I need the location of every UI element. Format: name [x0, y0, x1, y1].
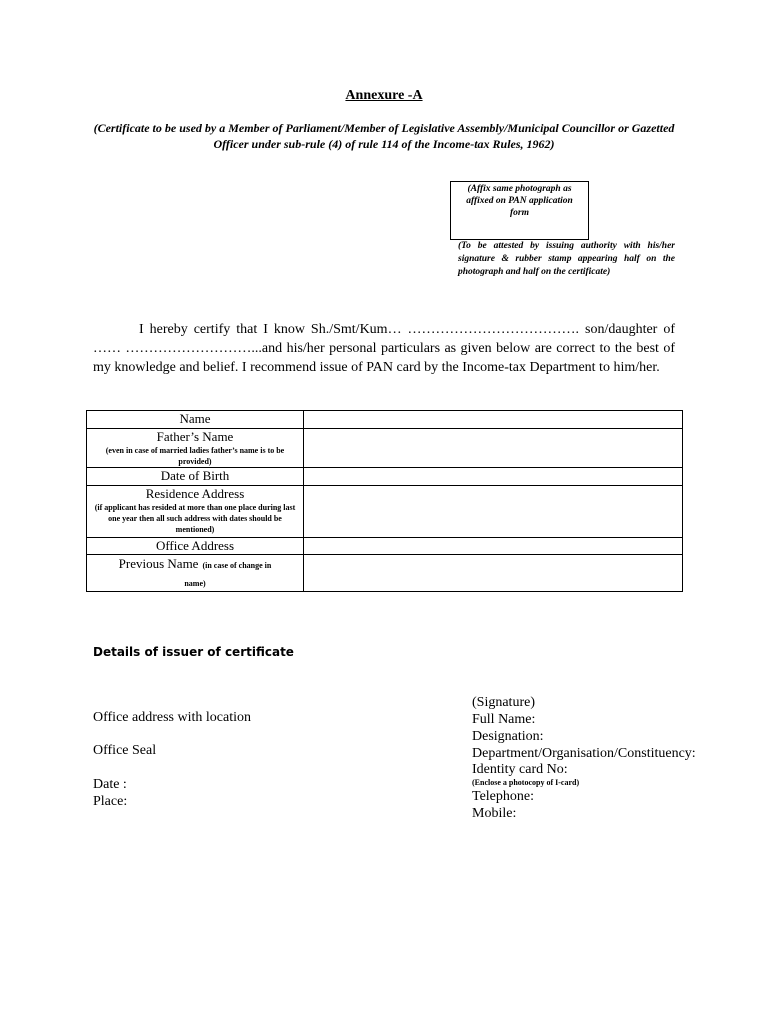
row-note-fathers-name: (even in case of married ladies father’s name is to be provided): [105, 446, 285, 466]
row-note-previous-name: (in case of change in name): [184, 561, 272, 588]
value-cell-office-address[interactable]: [304, 538, 683, 555]
value-cell-date-of-birth[interactable]: [304, 468, 683, 486]
row-label-date-of-birth: Date of Birth: [160, 468, 230, 483]
table-row-fathers-name: [87, 429, 683, 468]
office-seal-label: Office Seal: [93, 743, 157, 758]
designation-label: Designation:: [472, 729, 544, 744]
certificate-subtitle: (Certificate to be used by a Member of Parliament/Member of Legislative Assembly/Municipal Councillor or Gazetted Officer under sub-rule (4) of rule 114 of the Income-tax Rules, 1962): [93, 121, 675, 151]
row-label-name: Name: [179, 411, 211, 426]
signature-label: (Signature): [472, 695, 535, 710]
certification-paragraph: I hereby certify that I know Sh./Smt/Kum… ………………………………. son/daughter of …… ………………………...and his/her personal particulars as given below are correct to the best of my knowledge and belief. I recommend issue of PAN card by the Income-tax Department to him/her.: [93, 322, 675, 375]
photo-placeholder-box: [450, 181, 589, 240]
table-row-date-of-birth: [87, 468, 683, 486]
date-label: Date :: [93, 777, 127, 792]
telephone-label: Telephone:: [472, 789, 534, 804]
row-label-previous-name: Previous Name: [118, 556, 199, 571]
issuer-signature-block: [472, 694, 762, 822]
row-label: [87, 468, 304, 486]
row-label-office-address: Office Address: [155, 538, 235, 553]
office-address-label: Office address with location: [93, 710, 251, 725]
particulars-table: [86, 410, 683, 592]
photo-box-text: (Affix same photograph as affixed on PAN application form: [466, 184, 573, 218]
row-label: [87, 538, 304, 555]
row-note-residence-address: (if applicant has resided at more than one place during last one year then all such address with dates should be mentioned): [94, 503, 296, 534]
row-label: [87, 411, 304, 429]
row-label-fathers-name: Father’s Name: [156, 429, 234, 444]
department-label: Department/Organisation/Constituency:: [472, 746, 696, 761]
table-row-office-address: [87, 538, 683, 555]
value-cell-previous-name[interactable]: [304, 555, 683, 592]
value-cell-fathers-name[interactable]: [304, 429, 683, 468]
row-label-residence-address: Residence Address: [145, 486, 245, 501]
identity-card-note: (Enclose a photocopy of I-card): [472, 778, 580, 787]
mobile-label: Mobile:: [472, 806, 517, 821]
place-label: Place:: [93, 794, 128, 809]
value-cell-residence-address[interactable]: [304, 486, 683, 538]
identity-card-label: Identity card No:: [472, 762, 568, 777]
attestation-note: (To be attested by issuing authority with his/her signature & rubber stamp appearing half on the photograph and half on the certificate): [458, 241, 675, 277]
value-cell-name[interactable]: [304, 411, 683, 429]
annexure-title: Annexure -A: [345, 88, 423, 103]
row-label: [87, 486, 304, 538]
table-row-previous-name: [87, 555, 683, 592]
row-label: [87, 555, 304, 592]
full-name-label: Full Name:: [472, 712, 536, 727]
table-row-name: [87, 411, 683, 429]
issuer-details-heading: Details of issuer of certificate: [93, 645, 294, 659]
table-row-residence-address: [87, 486, 683, 538]
row-label: [87, 429, 304, 468]
